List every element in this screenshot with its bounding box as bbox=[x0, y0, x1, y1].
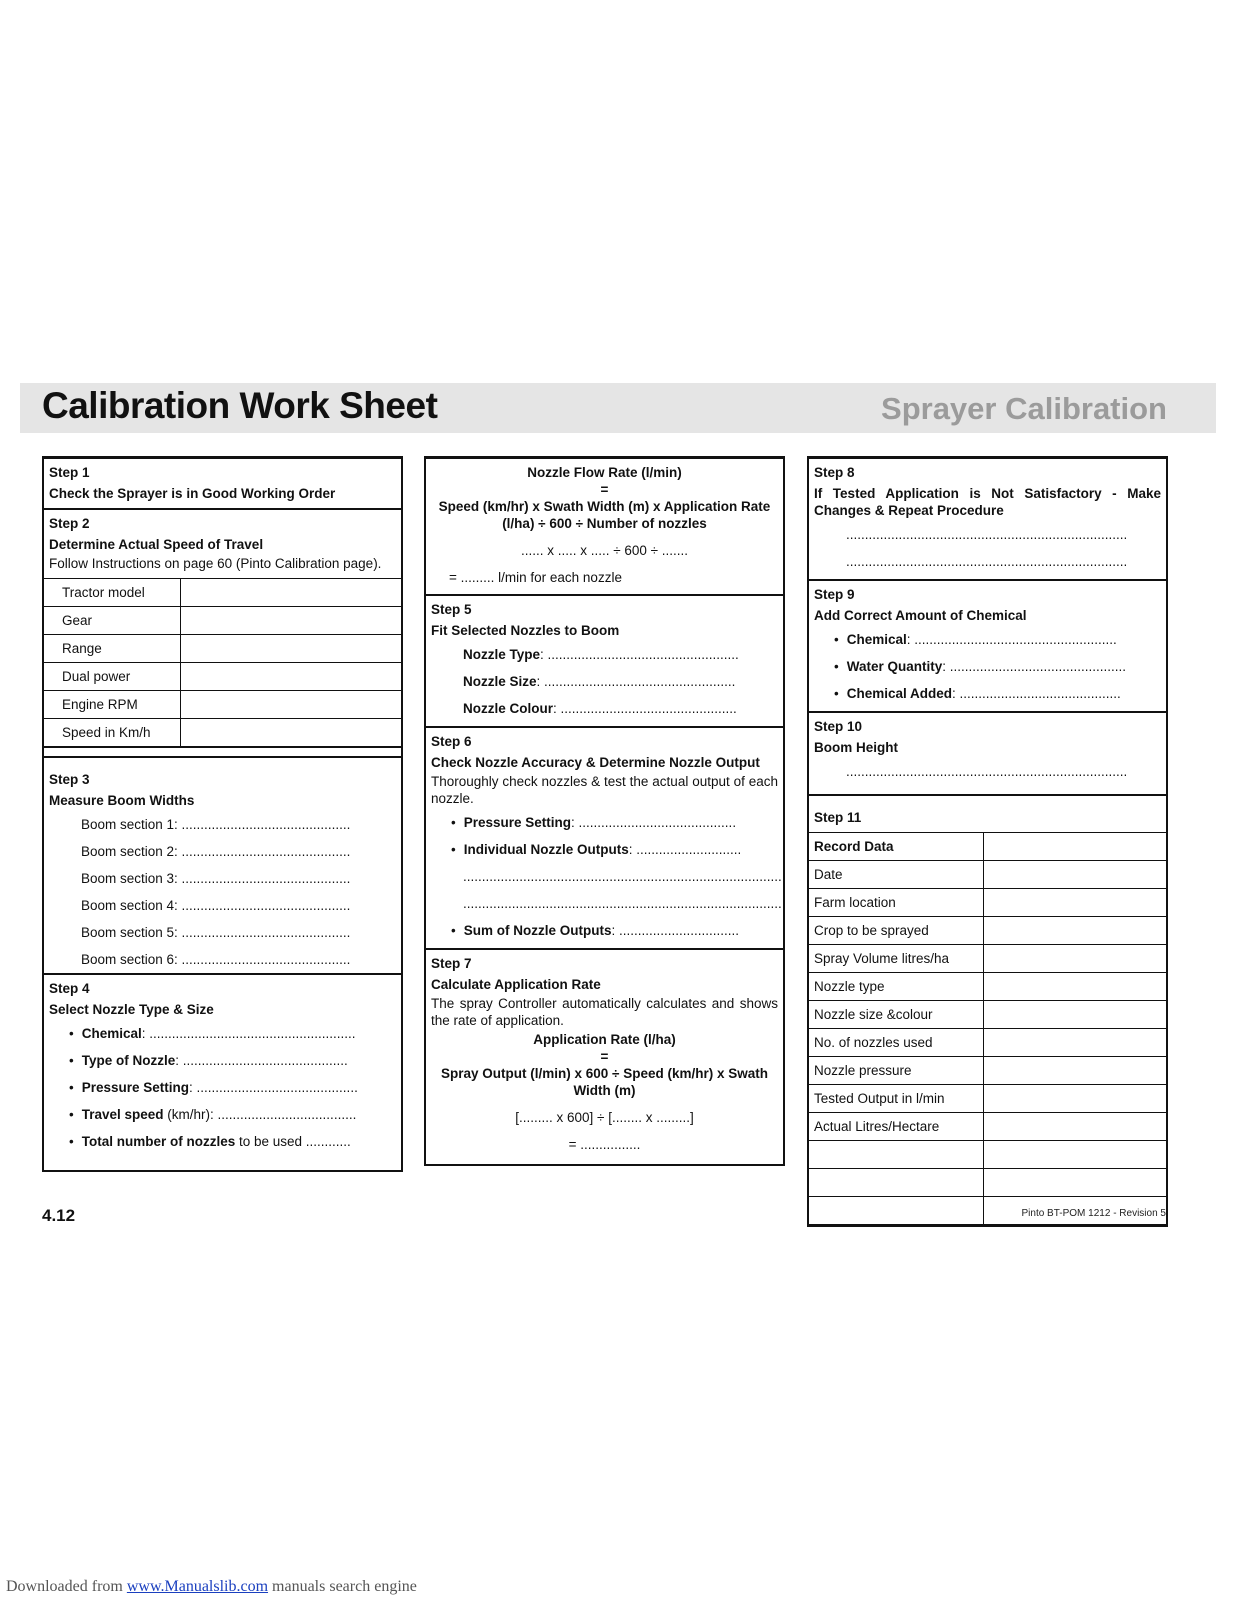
record-row bbox=[809, 917, 1166, 945]
step1-heading: Step 1 bbox=[49, 465, 90, 480]
step5-heading: Step 5 bbox=[431, 602, 472, 617]
step4-subheading: Select Nozzle Type & Size bbox=[49, 1002, 214, 1017]
nozzle-fit-label: Nozzle Size bbox=[463, 674, 537, 689]
download-footer bbox=[6, 1578, 417, 1596]
downloaded-from-text: Downloaded from bbox=[6, 1578, 123, 1595]
chemical-item-label: Chemical Added bbox=[846, 686, 953, 701]
nozzle-outputs-dots: : ............................ bbox=[628, 842, 742, 857]
step6-subheading: Check Nozzle Accuracy & Determine Nozzle Output bbox=[431, 755, 760, 770]
boom-section-item: Boom section 6: ............................................. bbox=[81, 952, 351, 967]
spec-row bbox=[44, 607, 401, 635]
flow-rate-formula: Speed (km/hr) x Swath Width (m) x Application Rate (l/ha) ÷ 600 ÷ Number of nozzles bbox=[438, 499, 771, 531]
record-row bbox=[809, 861, 1166, 889]
record-data-header: Record Data bbox=[809, 833, 984, 861]
nozzle-selection-item bbox=[49, 1101, 396, 1128]
step3-heading: Step 3 bbox=[49, 772, 90, 787]
sum-outputs-label: Sum of Nozzle Outputs bbox=[463, 923, 612, 938]
spec-value-cell bbox=[181, 579, 402, 607]
chemical-item bbox=[814, 680, 1161, 707]
nozzle-selection-item-label: Travel speed bbox=[81, 1107, 164, 1122]
nozzle-outputs-line-1: ...................................................................................... bbox=[463, 869, 786, 884]
spec-label: Tractor model bbox=[44, 579, 181, 607]
tractor-spec-table bbox=[44, 578, 401, 747]
nozzle-selection-item-label: Type of Nozzle bbox=[81, 1053, 176, 1068]
record-value-cell bbox=[984, 1085, 1167, 1113]
column-middle bbox=[424, 456, 785, 1198]
nozzle-selection-item-dots: (km/hr): ..................................... bbox=[163, 1107, 357, 1122]
record-label bbox=[809, 1197, 984, 1225]
record-label: Nozzle type bbox=[809, 973, 984, 1001]
record-value-cell bbox=[984, 1029, 1167, 1057]
record-row bbox=[809, 1169, 1166, 1197]
record-row bbox=[809, 945, 1166, 973]
record-row bbox=[809, 1141, 1166, 1169]
record-label: Tested Output in l/min bbox=[809, 1085, 984, 1113]
chemical-list bbox=[814, 626, 1161, 707]
application-rate-formula: Spray Output (l/min) x 600 ÷ Speed (km/hr) x Swath Width (m) bbox=[441, 1066, 768, 1098]
record-label: Actual Litres/Hectare bbox=[809, 1113, 984, 1141]
step6-instructions: Thoroughly check nozzles & test the actual output of each nozzle. bbox=[431, 774, 778, 806]
boom-section-item: Boom section 2: ............................................. bbox=[81, 844, 351, 859]
chemical-item bbox=[814, 626, 1161, 653]
record-row bbox=[809, 1085, 1166, 1113]
step1-box bbox=[42, 456, 403, 510]
step8-line-2: ........................................................................... bbox=[846, 554, 1128, 569]
spec-label: Gear bbox=[44, 607, 181, 635]
spec-value-cell bbox=[181, 607, 402, 635]
nozzle-fit-dots: : ................................................... bbox=[536, 674, 736, 689]
boom-section-item: Boom section 4: ............................................. bbox=[81, 898, 351, 913]
nozzle-selection-item bbox=[49, 1047, 396, 1074]
record-label bbox=[809, 1169, 984, 1197]
step2-instructions: Follow Instructions on page 60 (Pinto Calibration page). bbox=[49, 556, 382, 571]
record-value-cell bbox=[984, 1113, 1167, 1141]
nozzle-selection-item-label: Chemical bbox=[81, 1026, 142, 1041]
spec-value-cell bbox=[181, 691, 402, 719]
nozzle-selection-item-label: Pressure Setting bbox=[81, 1080, 190, 1095]
record-value-cell bbox=[984, 917, 1167, 945]
step9-box bbox=[807, 579, 1168, 713]
nozzle-selection-item-dots: : ............................................ bbox=[175, 1053, 348, 1068]
spec-row bbox=[44, 691, 401, 719]
nozzle-selection-item-dots: to be used ............ bbox=[235, 1134, 351, 1149]
chemical-item-label: Water Quantity bbox=[846, 659, 943, 674]
record-label: Nozzle pressure bbox=[809, 1057, 984, 1085]
spec-row bbox=[44, 719, 401, 747]
nozzle-fit-item bbox=[431, 695, 778, 722]
application-rate-title: Application Rate (l/ha) bbox=[533, 1032, 676, 1047]
chemical-item-label: Chemical bbox=[846, 632, 907, 647]
chemical-item-dots: : ........................................... bbox=[952, 686, 1121, 701]
step8-box bbox=[807, 456, 1168, 581]
step4-box bbox=[42, 973, 403, 1172]
footer-tagline: manuals search engine bbox=[268, 1578, 417, 1595]
step6-heading: Step 6 bbox=[431, 734, 472, 749]
column-left bbox=[42, 456, 403, 1198]
nozzle-fit-item bbox=[431, 641, 778, 668]
record-row bbox=[809, 1057, 1166, 1085]
nozzle-fit-list bbox=[431, 641, 778, 722]
step11-box bbox=[807, 794, 1168, 1227]
nozzle-selection-item bbox=[49, 1074, 396, 1101]
spec-label: Speed in Km/h bbox=[44, 719, 181, 747]
step7-box bbox=[424, 948, 785, 1166]
record-value-cell bbox=[984, 1001, 1167, 1029]
step5-box bbox=[424, 594, 785, 728]
nozzle-selection-item bbox=[49, 1020, 396, 1047]
step7-instructions: The spray Controller automatically calculates and shows the rate of application. bbox=[431, 996, 778, 1028]
step11-heading: Step 11 bbox=[814, 810, 862, 825]
nozzle-selection-item-dots: : ....................................................... bbox=[141, 1026, 356, 1041]
step6-box bbox=[424, 726, 785, 950]
record-label: Nozzle size &colour bbox=[809, 1001, 984, 1029]
step2-subheading: Determine Actual Speed of Travel bbox=[49, 537, 264, 552]
boom-section-item: Boom section 3: ............................................. bbox=[81, 871, 351, 886]
flow-rate-title: Nozzle Flow Rate (l/min) bbox=[527, 465, 682, 480]
step7-subheading: Calculate Application Rate bbox=[431, 977, 601, 992]
column-right bbox=[807, 456, 1168, 1198]
boom-section-item: Boom section 1: ............................................. bbox=[81, 817, 351, 832]
flow-rate-blank: ...... x ..... x ..... ÷ 600 ÷ ....... bbox=[520, 543, 689, 558]
nozzle-selection-list bbox=[49, 1020, 396, 1155]
spec-label: Engine RPM bbox=[44, 691, 181, 719]
record-label: Date bbox=[809, 861, 984, 889]
record-label: Farm location bbox=[809, 889, 984, 917]
nozzle-fit-label: Nozzle Type bbox=[463, 647, 541, 662]
spec-value-cell bbox=[181, 635, 402, 663]
step2-heading: Step 2 bbox=[49, 516, 90, 531]
spec-row bbox=[44, 663, 401, 691]
record-label bbox=[809, 1141, 984, 1169]
record-value-cell bbox=[984, 1057, 1167, 1085]
nozzle-outputs-line-2: ...................................................................................... bbox=[463, 896, 786, 911]
spec-label: Range bbox=[44, 635, 181, 663]
chemical-item-dots: : ...................................................... bbox=[906, 632, 1117, 647]
nozzle-outputs-label: Individual Nozzle Outputs bbox=[463, 842, 629, 857]
step10-box bbox=[807, 711, 1168, 796]
record-value-cell bbox=[984, 889, 1167, 917]
chemical-item bbox=[814, 653, 1161, 680]
record-header-row bbox=[809, 833, 1166, 861]
nozzle-fit-dots: : ................................................... bbox=[540, 647, 739, 662]
record-value-cell bbox=[984, 1141, 1167, 1169]
application-rate-blank: [......... x 600] ÷ [........ x .........] bbox=[515, 1110, 694, 1125]
application-rate-result: = ................ bbox=[568, 1137, 641, 1152]
step4-heading: Step 4 bbox=[49, 981, 90, 996]
revision-label: Pinto BT-POM 1212 - Revision 5 bbox=[1021, 1208, 1166, 1219]
step3-box bbox=[42, 756, 403, 975]
record-value-cell bbox=[984, 861, 1167, 889]
record-value-cell bbox=[984, 1169, 1167, 1197]
page-number: 4.12 bbox=[42, 1206, 76, 1225]
spec-label: Dual power bbox=[44, 663, 181, 691]
boom-height-line: ........................................................................... bbox=[846, 764, 1128, 779]
nozzle-selection-item-label: Total number of nozzles bbox=[81, 1134, 236, 1149]
step3-subheading: Measure Boom Widths bbox=[49, 793, 195, 808]
step8-line-1: ........................................................................... bbox=[846, 527, 1128, 542]
page-title: Calibration Work Sheet bbox=[42, 385, 438, 426]
record-value-cell bbox=[984, 973, 1167, 1001]
record-row bbox=[809, 1029, 1166, 1057]
boom-section-list bbox=[49, 811, 396, 973]
step7-heading: Step 7 bbox=[431, 956, 472, 971]
pressure-setting-dots: : .......................................... bbox=[571, 815, 737, 830]
nozzle-fit-label: Nozzle Colour bbox=[463, 701, 553, 716]
step8-subheading: If Tested Application is Not Satisfactory - Make Changes & Repeat Procedure bbox=[814, 486, 1161, 518]
step9-heading: Step 9 bbox=[814, 587, 855, 602]
nozzle-selection-item-dots: : ........................................... bbox=[189, 1080, 358, 1095]
spec-row bbox=[44, 635, 401, 663]
record-label: Spray Volume litres/ha bbox=[809, 945, 984, 973]
record-label: Crop to be sprayed bbox=[809, 917, 984, 945]
record-data-table bbox=[809, 832, 1166, 1225]
step8-heading: Step 8 bbox=[814, 465, 855, 480]
record-row bbox=[809, 1113, 1166, 1141]
step10-heading: Step 10 bbox=[814, 719, 863, 734]
nozzle-selection-item bbox=[49, 1128, 396, 1155]
record-row bbox=[809, 889, 1166, 917]
step5-subheading: Fit Selected Nozzles to Boom bbox=[431, 623, 620, 638]
step10-subheading: Boom Height bbox=[814, 740, 898, 755]
application-rate-equals: = bbox=[600, 1049, 609, 1064]
manualslib-link[interactable]: www.Manualslib.com bbox=[126, 1578, 269, 1595]
pressure-setting-label: Pressure Setting bbox=[463, 815, 572, 830]
record-label: No. of nozzles used bbox=[809, 1029, 984, 1057]
record-row bbox=[809, 1001, 1166, 1029]
record-value-cell bbox=[984, 945, 1167, 973]
spec-value-cell bbox=[181, 663, 402, 691]
spec-value-cell bbox=[181, 719, 402, 747]
flow-rate-equals: = bbox=[600, 482, 609, 497]
nozzle-fit-item bbox=[431, 668, 778, 695]
boom-section-item: Boom section 5: ............................................. bbox=[81, 925, 351, 940]
nozzle-fit-dots: : ............................................... bbox=[553, 701, 737, 716]
chemical-item-dots: : ............................................... bbox=[942, 659, 1127, 674]
spec-row bbox=[44, 579, 401, 607]
sum-outputs-dots: : ................................ bbox=[611, 923, 740, 938]
record-header-value bbox=[984, 833, 1167, 861]
flow-rate-result: = ......... l/min for each nozzle bbox=[449, 570, 622, 585]
step2-box bbox=[42, 508, 403, 758]
section-title: Sprayer Calibration bbox=[881, 391, 1167, 426]
flow-rate-box bbox=[424, 456, 785, 596]
step1-subheading: Check the Sprayer is in Good Working Order bbox=[49, 486, 336, 501]
record-row bbox=[809, 973, 1166, 1001]
step9-subheading: Add Correct Amount of Chemical bbox=[814, 608, 1027, 623]
